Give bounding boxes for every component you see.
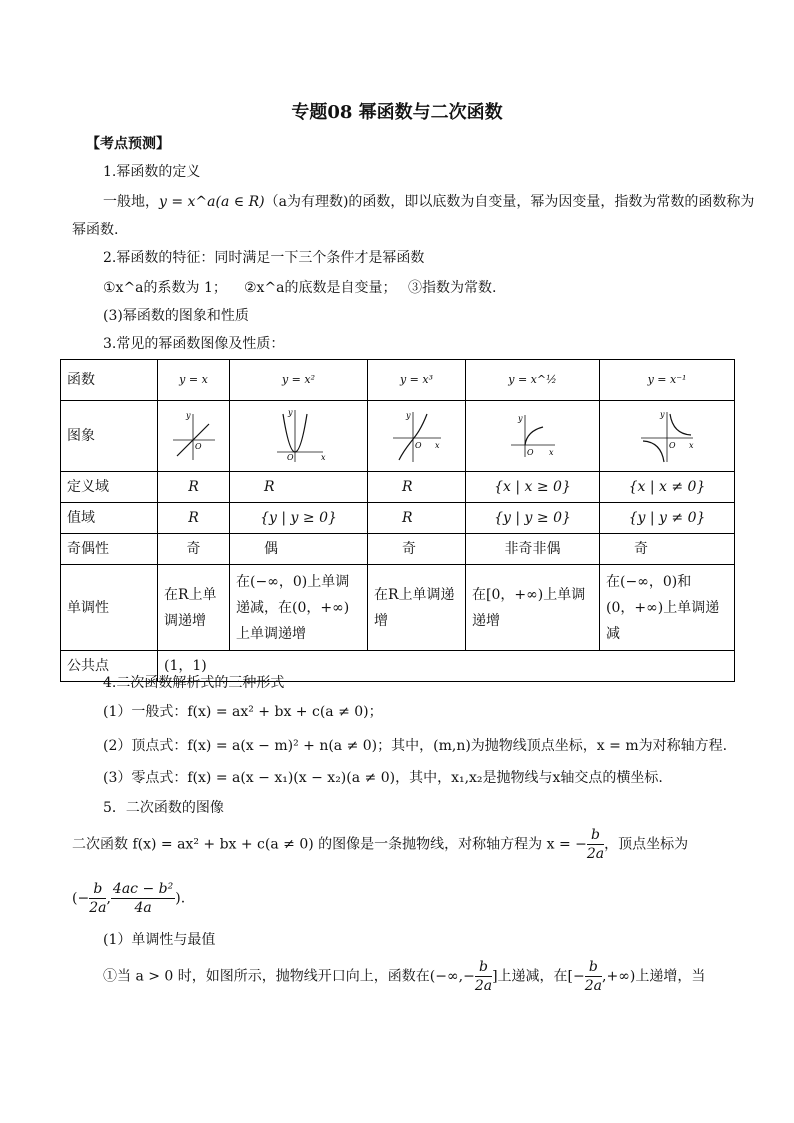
frac-den: 2a [474, 978, 493, 994]
power-function-table [60, 359, 735, 682]
domain-cell: R [368, 472, 466, 503]
function-cell: y = x³ [368, 360, 466, 401]
p6-heading: 5．二次函数的图像 [103, 800, 224, 816]
parity-cell: 奇 [158, 534, 230, 565]
axis-y-label: y [405, 411, 411, 420]
monotonic-cell: 在(−∞，0)上单调递减，在(0，+∞)上单调递增 [230, 565, 368, 651]
section-heading: 【考点预测】 [86, 136, 170, 152]
frac-num: b [89, 880, 106, 899]
p2-item-2: ②x^a的底数是自变量； [244, 280, 397, 296]
axis-y-label: y [185, 411, 191, 420]
range-cell: {y | y ≥ 0} [230, 503, 368, 534]
parity-cell: 奇 [368, 534, 466, 565]
frac-num: b [587, 826, 604, 845]
vertex-open: (− [72, 890, 90, 907]
p1-text-b: （a为有理数)的函数，即以底数为自变量，幂为因变量，指数为常数的函数称为 [264, 194, 755, 210]
axis-y-label: y [517, 414, 523, 423]
row-label-common-point: 公共点 [61, 651, 158, 682]
axis-o-label: O [526, 448, 534, 457]
p5-item-3: (3）零点式：f(x) = a(x − x₁)(x − x₂)(a ≠ 0)，其中，x₁,x₂是抛物线与x轴交点的横坐标. [103, 770, 663, 786]
frac-num: b [585, 958, 602, 977]
table-row [61, 565, 735, 651]
p1-heading: 1.幂函数的定义 [103, 164, 201, 180]
range-cell: {y | y ≥ 0} [466, 503, 600, 534]
axis-o-label: O [194, 442, 202, 451]
p2-item-1: ①x^a的系数为 1； [103, 280, 227, 296]
monotonic-cell: 在R上单调递增 [368, 565, 466, 651]
frac-den: 2a [89, 900, 107, 916]
p1-formula: y = x^a(a ∈ R) [159, 194, 265, 210]
row-label-monotonic: 单调性 [61, 565, 158, 651]
domain-cell: {x | x ≥ 0} [466, 472, 600, 503]
row-label-parity: 奇偶性 [61, 534, 158, 565]
p6-line [72, 826, 688, 863]
axis-o-label: O [286, 453, 294, 462]
row-label-graph: 图象 [61, 401, 158, 472]
range-cell: {y | y ≠ 0} [600, 503, 735, 534]
fraction-b-over-2a [89, 880, 106, 917]
vertex-close: ). [175, 890, 186, 907]
row-label-range: 值域 [61, 503, 158, 534]
monotonic-cell: 在R上单调递增 [158, 565, 230, 651]
axis-o-label: O [669, 441, 676, 450]
function-cell: y = x⁻¹ [600, 360, 735, 401]
page-title: 专题08 幂函数与二次函数 [291, 102, 503, 123]
p1-text-c: 幂函数. [72, 222, 119, 238]
function-cell: y = x² [230, 360, 368, 401]
p1-text-a: 一般地， [103, 194, 159, 210]
axis-o-label: O [414, 441, 422, 450]
common-point-cell: (1，1) [158, 651, 735, 682]
fraction-vertex-y [111, 880, 175, 917]
p5-heading: 4.二次函数解析式的三种形式 [103, 675, 285, 691]
graph-y-x [169, 408, 219, 464]
p7-line [103, 958, 705, 995]
frac-den: 2a [586, 846, 605, 862]
table-row [61, 534, 735, 565]
axis-y-label: y [660, 410, 665, 419]
row-label-domain: 定义域 [61, 472, 158, 503]
fraction-b-over-2a [475, 958, 492, 995]
table-row [61, 401, 735, 472]
p6-text-a: 二次函数 f(x) = ax² + bx + c(a ≠ 0) 的图像是一条抛物线，对称轴方程为 x = − [72, 836, 587, 853]
range-cell: R [158, 503, 230, 534]
table-row [61, 360, 735, 401]
range-cell: R [368, 503, 466, 534]
graph-y-x-inverse [637, 408, 697, 464]
p4-heading: 3.常见的幂函数图像及性质： [103, 336, 285, 352]
p7-text-b: ]上递减，在[− [492, 968, 585, 985]
graph-y-x-half [503, 411, 563, 461]
axis-x-label: x [320, 453, 326, 462]
p1-line [103, 192, 754, 212]
frac-den: 4a [134, 900, 152, 916]
function-cell: y = x^½ [466, 360, 600, 401]
frac-num: 4ac − b² [112, 881, 174, 897]
domain-cell: R [158, 472, 230, 503]
axis-x-label: x [434, 441, 440, 450]
monotonic-cell: 在[0，+∞)上单调递增 [466, 565, 600, 651]
vertex-comma: , [106, 890, 111, 907]
axis-x-label: x [548, 448, 554, 457]
p5-item-1: (1）一般式：f(x) = ax² + bx + c(a ≠ 0)； [103, 704, 383, 720]
function-cell: y = x [158, 360, 230, 401]
domain-cell: R [230, 472, 368, 503]
table-row [61, 472, 735, 503]
p5-item-2: (2）顶点式：f(x) = a(x − m)² + n(a ≠ 0)；其中，(m,n)为抛物线顶点坐标，x = m为对称轴方程. [103, 738, 728, 754]
domain-cell: {x | x ≠ 0} [600, 472, 735, 503]
p7-text-a: ①当 a > 0 时，如图所示，抛物线开口向上，函数在(−∞,− [103, 968, 475, 985]
p3-heading: (3)幂函数的图象和性质 [103, 308, 249, 324]
graph-y-x2 [269, 406, 329, 466]
fraction-b-over-2a [587, 826, 604, 863]
axis-x-label: x [689, 441, 694, 450]
p7-heading: (1）单调性与最值 [103, 932, 216, 948]
row-label-function: 函数 [61, 360, 158, 401]
axis-y-label: y [287, 408, 293, 417]
table-row [61, 503, 735, 534]
parity-cell: 偶 [230, 534, 368, 565]
p6-vertex-line [72, 880, 185, 917]
parity-cell: 非奇非偶 [466, 534, 600, 565]
frac-num: b [475, 958, 492, 977]
p6-text-b: ，顶点坐标为 [604, 836, 689, 853]
p2-item-3: ③指数为常数. [408, 280, 497, 296]
frac-den: 2a [584, 978, 603, 994]
monotonic-cell: 在(−∞，0)和(0，+∞)上单调递减 [600, 565, 735, 651]
graph-y-x3 [387, 408, 447, 464]
parity-cell: 奇 [600, 534, 735, 565]
p7-text-c: ,+∞)上递增，当 [602, 968, 706, 985]
fraction-b-over-2a [585, 958, 602, 995]
p2-heading: 2.幂函数的特征：同时满足一下三个条件才是幂函数 [103, 250, 425, 266]
